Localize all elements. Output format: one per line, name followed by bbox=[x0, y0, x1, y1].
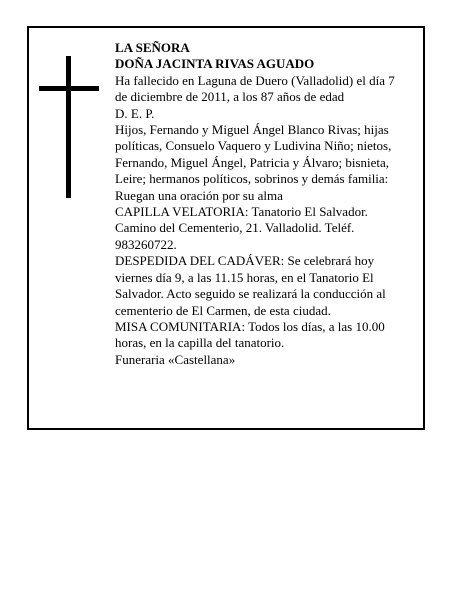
cross-horizontal-bar bbox=[39, 86, 99, 91]
dep-line: D. E. P. bbox=[115, 105, 155, 121]
title-line-1: LA SEÑORA bbox=[115, 40, 190, 55]
death-info: Ha fallecido en Laguna de Duero (Valladolid) el día 7 de diciembre de 2011, a los 87 años de edad bbox=[115, 72, 395, 105]
mass-info: MISA COMUNITARIA: Todos los días, a las 10.00 horas, en la capilla del tanatorio. bbox=[115, 318, 385, 351]
prayer-request: Ruegan una oración por su alma bbox=[115, 187, 283, 203]
latin-cross-icon bbox=[39, 56, 99, 198]
farewell-info: DESPEDIDA DEL CADÁVER: Se celebrará hoy viernes día 9, a las 11.15 horas, en el Tanatorio El Salvador. Acto seguido se realizará la conducción al cementerio de El Carmen, de esta ciudad. bbox=[115, 253, 386, 318]
chapel-info: CAPILLA VELATORIA: Tanatorio El Salvador. Camino del Cementerio, 21. Valladolid. Teléf. 983260722. bbox=[115, 204, 368, 252]
funeral-home: Funeraria «Castellana» bbox=[115, 351, 236, 367]
obituary-notice bbox=[27, 26, 425, 430]
notice-body bbox=[115, 40, 407, 368]
deceased-name: DOÑA JACINTA RIVAS AGUADO bbox=[115, 56, 315, 72]
cross-vertical-bar bbox=[66, 56, 71, 198]
family-list: Hijos, Fernando y Miguel Ángel Blanco Rivas; hijas políticas, Consuelo Vaquero y Ludivina Niño; nietos, Fernando, Miguel Ángel, Patricia y Álvaro; bisnieta, Leire; hermanos políticos, sobrinos y demás familia: bbox=[115, 122, 392, 187]
